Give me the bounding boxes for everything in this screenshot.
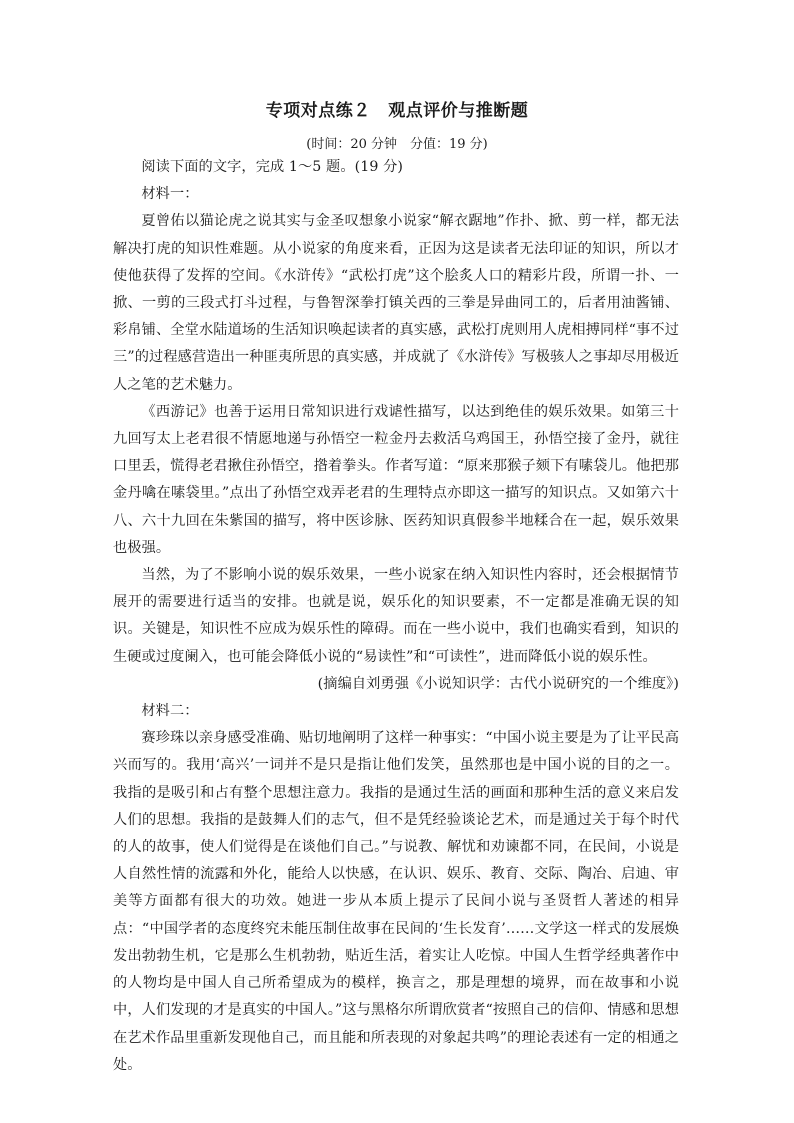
reading-material: [113, 154, 679, 1079]
material1-source: (摘编自刘勇强《小说知识学：古代小说研究的一个维度》): [317, 675, 679, 692]
material1-paragraph-2: 《西游记》也善于运用日常知识进行戏谑性描写，以达到绝佳的娱乐效果。如第三十九回写太上老君很不情愿地递与孙悟空一粒金丹去救活乌鸡国王，孙悟空接了金丹，就往口里丢，慌得老君揪住孙悟空，揝着拳头。作者写道：“原来那猴子颏下有嗉袋儿。他把那金丹噙在嗉袋里。”点出了孙悟空戏弄老君的生理特点亦即这一描写的知识点。又如第六十八、六十九回在朱紫国的描写，将中医诊脉、医药知识真假参半地糅合在一起，娱乐效果也极强。: [113, 403, 679, 556]
material2-paragraph-1: 赛珍珠以亲身感受准确、贴切地阐明了这样一种事实：“中国小说主要是为了让平民高兴而写的。我用‘高兴’一词并不是只是指让他们发笑，虽然那也是中国小说的目的之一。我指的是吸引和占有整个思想注意力。我指的是通过生活的画面和那种生活的意义来启发人们的思想。我指的是鼓舞人们的志气，但不是凭经验谈论艺术，而是通过关于每个时代的人的故事，使人们觉得是在谈他们自己。”与说教、解忧和劝谏都不同，在民间，小说是人自然性情的流露和外化，能给人以快感，在认识、娱乐、教育、交际、陶冶、启迪、审美等方面都有很大的功效。她进一步从本质上提示了民间小说与圣贤哲人著述的相异点：“中国学者的态度终究未能压制住故事在民间的‘生长发育’……文学这一样式的发展焕发出勃勃生机，它是那么生机勃勃，贴近生活，着实让人吃惊。中国人生哲学经典著作中的人物均是中国人自己所希望成为的模样，换言之，那是理想的境界，而在故事和小说中，人们发现的才是真实的中国人。”这与黑格尔所谓欣赏者“按照自己的信仰、情感和思想在艺术作品里重新发现他自己，而且能和所表现的对象起共鸣”的理论表述有一定的相通之处。: [113, 730, 679, 1073]
material2-label: 材料二：: [141, 703, 199, 720]
material1-paragraph-1: 夏曾佑以猫论虎之说其实与金圣叹想象小说家“解衣踞地”作扑、掀、剪一样，都无法解决打虎的知识性难题。从小说家的角度来看，正因为这是读者无法印证的知识，所以才使他获得了发挥的空间。《水浒传》“武松打虎”这个脍炙人口的精彩片段，所谓一扑、一掀、一剪的三段式打斗过程，与鲁智深拳打镇关西的三拳是异曲同工的，后者用油酱铺、彩帛铺、全堂水陆道场的生活知识唤起读者的真实感，武松打虎则用人虎相搏同样“事不过三”的过程感营造出一种匪夷所思的真实感，并成就了《水浒传》写极骇人之事却尽用极近人之笔的艺术魅力。: [113, 213, 679, 393]
material1-paragraph-3: 当然，为了不影响小说的娱乐效果，一些小说家在纳入知识性内容时，还会根据情节展开的需要进行适当的安排。也就是说，娱乐化的知识要素，不一定都是准确无误的知识。关键是，知识性不应成为娱乐性的障碍。而在一些小说中，我们也确实看到，知识的生硬或过度阑入，也可能会降低小说的“易读性”和“可读性”，进而降低小说的娱乐性。: [113, 567, 679, 665]
time-score-info: (时间：20 分钟 分值：19 分): [306, 137, 488, 152]
page-title: 专项对点练２ 观点评价与推断题: [265, 101, 529, 121]
instruction-text: 阅读下面的文字，完成 1～5 题。(19 分): [141, 159, 404, 175]
material1-label: 材料一：: [141, 186, 199, 203]
